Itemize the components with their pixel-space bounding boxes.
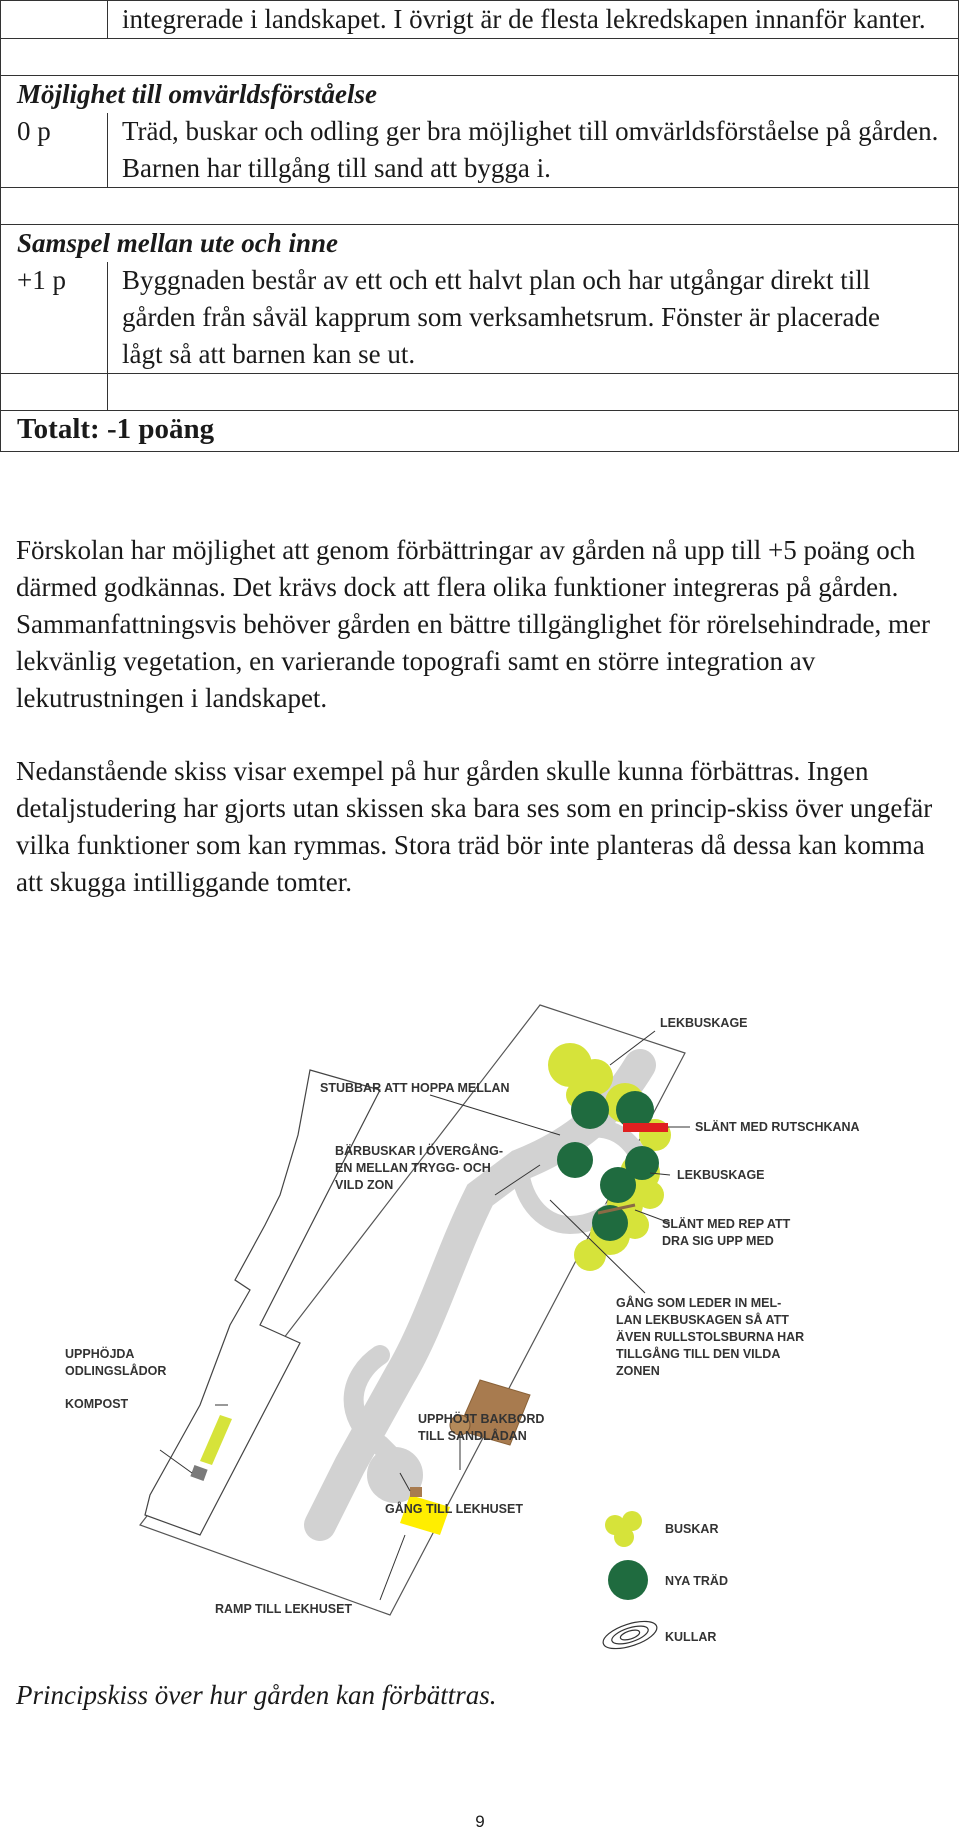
table-row bbox=[1, 225, 959, 263]
legend-nya-trad bbox=[608, 1560, 728, 1600]
table-row bbox=[1, 113, 959, 188]
label-gang-4: TILLGÅNG TILL DEN VILDA bbox=[616, 1347, 781, 1361]
page-number: 9 bbox=[475, 1812, 485, 1831]
label-lekbuskage-mid: LEKBUSKAGE bbox=[677, 1168, 765, 1182]
label-gang-lekhuset: GÅNG TILL LEKHUSET bbox=[385, 1502, 523, 1516]
figure-caption: Principskiss över hur gården kan förbättras. bbox=[16, 1680, 497, 1710]
label-ramp: RAMP TILL LEKHUSET bbox=[215, 1602, 353, 1616]
slide-rutschkana bbox=[623, 1123, 668, 1132]
section-heading: Samspel mellan ute och inne bbox=[1, 225, 959, 263]
label-kompost: KOMPOST bbox=[65, 1397, 129, 1411]
table-row bbox=[1, 411, 959, 452]
label-gang-3: ÄVEN RULLSTOLSBURNA HAR bbox=[616, 1330, 805, 1344]
table-row bbox=[1, 76, 959, 114]
legend-kullar bbox=[600, 1616, 660, 1654]
label-barbuskar-3: VILD ZON bbox=[335, 1178, 394, 1192]
section-heading: Möjlighet till omvärldsförståelse bbox=[1, 76, 959, 114]
table-row-blank bbox=[1, 374, 959, 411]
score-cell bbox=[1, 1, 108, 39]
label-barbuskar-1: BÄRBUSKAR I ÖVERGÅNG- bbox=[335, 1144, 504, 1158]
description-cell: Byggnaden består av ett och ett halvt plan och har utgångar direkt till gården från såväl kapprum som verksamhetsrum. Fönster är placerade lågt så att barnen kan se ut. bbox=[108, 262, 959, 374]
total-score: Totalt: -1 poäng bbox=[1, 411, 959, 452]
evaluation-table bbox=[0, 0, 959, 452]
table-row bbox=[1, 1, 959, 39]
sketch-intro-paragraph: Nedanstående skiss visar exempel på hur gården skulle kunna förbättras. Ingen detaljstudering har gjorts utan skissen ska bara ses som en princip-skiss över ungefär vilka funktioner som kan rymmas. Stora träd bör inte planteras då dessa kan komma att skugga intilliggande tomter. bbox=[16, 756, 933, 897]
legend-buskar-label: BUSKAR bbox=[665, 1522, 719, 1536]
score-cell: +1 p bbox=[1, 262, 108, 374]
score-cell: 0 p bbox=[1, 113, 108, 188]
label-slant-rep-1: SLÄNT MED REP ATT bbox=[662, 1217, 791, 1231]
legend-buskar bbox=[605, 1511, 718, 1547]
label-gang-2: LAN LEKBUSKAGEN SÅ ATT bbox=[616, 1313, 789, 1327]
summary-paragraph: Förskolan har möjlighet att genom förbättringar av gården nå upp till +5 poäng och därmed godkännas. Det krävs dock att flera olika funktioner integreras på gården. Sammanfattningsvis behöver gården en bättre tillgänglighet för rörelsehindrade, mer lekvänlig vegetation, en varierande topografi samt en större integration av lekutrustningen i landskapet. bbox=[16, 535, 930, 713]
table-row-blank bbox=[1, 39, 959, 76]
label-bakbord-2: TILL SANDLÅDAN bbox=[418, 1429, 527, 1443]
legend-nya-trad-label: NYA TRÄD bbox=[665, 1574, 728, 1588]
blank-cell bbox=[1, 374, 108, 411]
table-row-blank bbox=[1, 188, 959, 225]
legend-kullar-label: KULLAR bbox=[665, 1630, 717, 1644]
blank-cell bbox=[1, 188, 959, 225]
label-upphojda-2: ODLINGSLÅDOR bbox=[65, 1364, 167, 1378]
table-row bbox=[1, 262, 959, 374]
label-upphojda-1: UPPHÖJDA bbox=[65, 1347, 135, 1361]
description-cell: integrerade i landskapet. I övrigt är de flesta lekredskapen innanför kanter. bbox=[108, 1, 959, 39]
label-gang-5: ZONEN bbox=[616, 1364, 660, 1378]
ramp bbox=[410, 1487, 422, 1497]
blank-cell bbox=[1, 39, 959, 76]
yard-sketch bbox=[50, 995, 930, 1660]
label-bakbord-1: UPPHÖJT BAKBORD bbox=[418, 1412, 545, 1426]
description-cell: Träd, buskar och odling ger bra möjlighet till omvärldsförståelse på gården. Barnen har tillgång till sand att bygga i. bbox=[108, 113, 959, 188]
blank-cell bbox=[108, 374, 959, 411]
label-slant-rep-2: DRA SIG UPP MED bbox=[662, 1234, 774, 1248]
label-slant-rutschkana: SLÄNT MED RUTSCHKANA bbox=[695, 1120, 860, 1134]
label-gang-1: GÅNG SOM LEDER IN MEL- bbox=[616, 1296, 782, 1310]
label-lekbuskage-top: LEKBUSKAGE bbox=[660, 1016, 748, 1030]
label-barbuskar-2: EN MELLAN TRYGG- OCH bbox=[335, 1161, 491, 1175]
label-stubbar: STUBBAR ATT HOPPA MELLAN bbox=[320, 1081, 510, 1095]
